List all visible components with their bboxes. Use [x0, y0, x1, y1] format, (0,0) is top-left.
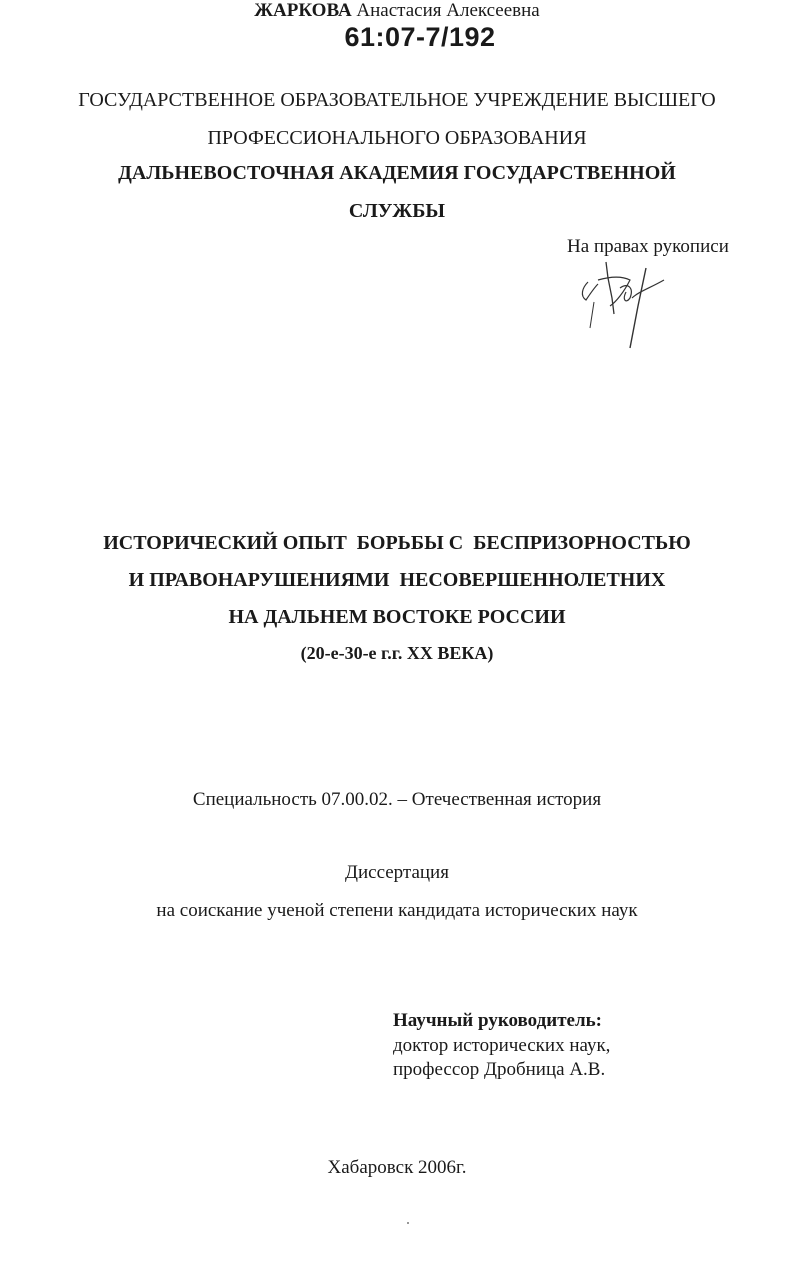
- place-and-year: Хабаровск 2006г.: [327, 1157, 467, 1178]
- institution-line-2: ПРОФЕССИОНАЛЬНОГО ОБРАЗОВАНИЯ: [207, 127, 587, 149]
- author-signature: [568, 258, 678, 353]
- supervisor-heading: Научный руководитель:: [393, 1010, 602, 1031]
- institution-line-3: ДАЛЬНЕВОСТОЧНАЯ АКАДЕМИЯ ГОСУДАРСТВЕННОЙ: [118, 162, 676, 184]
- dissertation-title-line-2: И ПРАВОНАРУШЕНИЯМИ НЕСОВЕРШЕННОЛЕТНИХ: [128, 569, 666, 591]
- supervisor-degree: доктор исторических наук,: [393, 1035, 611, 1056]
- author-given-names: Анастасия Алексеевна: [356, 0, 540, 21]
- scan-speck: [407, 1222, 409, 1224]
- institution-line-1: ГОСУДАРСТВЕННОЕ ОБРАЗОВАТЕЛЬНОЕ УЧРЕЖДЕНИЕ ВЫСШЕГО: [78, 89, 716, 111]
- supervisor-name: профессор Дробница А.В.: [393, 1059, 606, 1080]
- specialty: Специальность 07.00.02. – Отечественная история: [192, 789, 602, 810]
- work-type: Диссертация: [345, 862, 449, 883]
- dissertation-title-line-3: НА ДАЛЬНЕМ ВОСТОКЕ РОССИИ: [228, 606, 566, 628]
- institution-line-4: СЛУЖБЫ: [348, 200, 446, 222]
- catalog-number: 61:07-7/192: [344, 22, 496, 52]
- author-name: [0, 0, 794, 22]
- degree-sought: на соискание ученой степени кандидата исторических наук: [156, 900, 638, 921]
- manuscript-note: На правах рукописи: [567, 236, 729, 257]
- dissertation-period: (20-е-30-е г.г. XX ВЕКА): [300, 643, 494, 663]
- dissertation-title-line-1: ИСТОРИЧЕСКИЙ ОПЫТ БОРЬБЫ С БЕСПРИЗОРНОСТЬЮ: [103, 532, 691, 554]
- author-surname: ЖАРКОВА: [254, 0, 352, 21]
